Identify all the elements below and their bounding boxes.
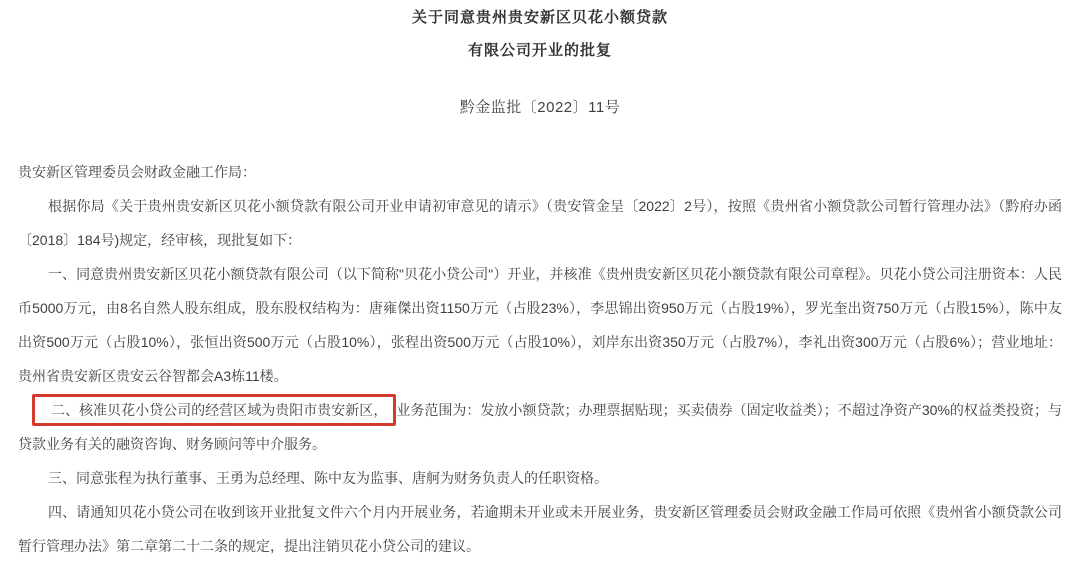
document-number: 黔金监批〔2022〕11号: [459, 99, 621, 116]
document-title: [18, 1, 1062, 67]
salutation-line: 贵安新区管理委员会财政金融工作局：: [18, 164, 256, 180]
paragraph-item-3: 三、同意张程为执行董事、王勇为总经理、陈中友为监事、唐舸为财务负责人的任职资格。: [48, 470, 608, 486]
paragraph-item-4: 四、请通知贝花小贷公司在收到该开业批复文件六个月内开展业务，若逾期未开业或未开展业务，贵安新区管理委员会财政金融工作局可依照《贵州省小额贷款公司暂行管理办法》第二章第二十二条的规定，提出注销贝花小贷公司的建议。: [18, 504, 1062, 554]
document-title-line-2: 有限公司开业的批复: [467, 42, 612, 59]
document-body: [18, 155, 1062, 562]
paragraph-item-1: 一、同意贵州贵安新区贝花小额贷款有限公司（以下简称"贝花小贷公司"）开业，并核准《贵州贵安新区贝花小额贷款有限公司章程》。贝花小贷公司注册资本：人民币5000万元，由8名自然人股东组成，股东股权结构为：唐雍傑出资1150万元（占股23%），李思锦出资950万元（占股19%），罗光奎出资750万元（占股15%），陈中友出资500万元（占股10%），张恒出资500万元（占股10%），张程出资500万元（占股10%），刘岸东出资350万元（占股7%），李礼出资300万元（占股6%）；营业地址：贵州省贵安新区贵安云谷智都会A3栋11楼。: [18, 266, 1062, 384]
paragraph-item-2: [18, 393, 1062, 461]
paragraph-item-2-rest: 业务范围为：发放小额贷款；办理票据贴现；买卖债券（固定收益类）；不超过净资产30%的权益类投资；与贷款业务有关的融资咨询、财务顾问等中介服务。: [18, 402, 1062, 452]
paragraph-intro: 根据你局《关于贵州贵安新区贝花小额贷款有限公司开业申请初审意见的请示》（贵安管金呈〔2022〕2号），按照《贵州省小额贷款公司暂行管理办法》（黔府办函〔2018〕184号)规定，经审核，现批复如下：: [18, 198, 1062, 248]
document-title-line-1: 关于同意贵州贵安新区贝花小额贷款: [411, 9, 668, 26]
red-highlight-box: 二、核准贝花小贷公司的经营区域为贵阳市贵安新区，: [32, 394, 396, 426]
